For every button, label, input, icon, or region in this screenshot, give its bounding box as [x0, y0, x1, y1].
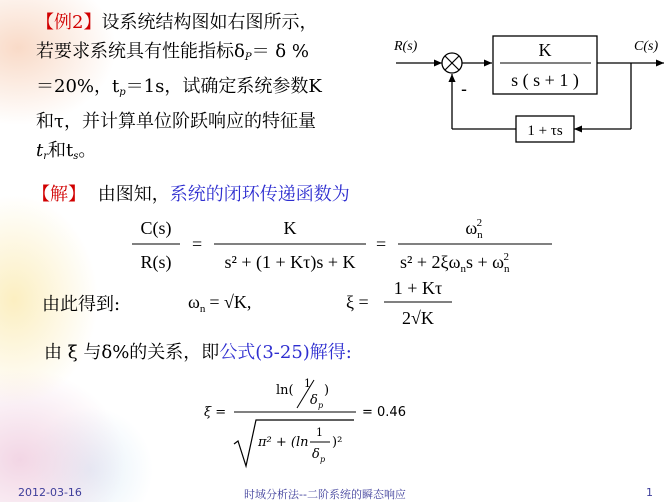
svg-text:1: 1	[304, 377, 311, 390]
forward-numerator: K	[538, 40, 552, 60]
solution-intro: 【解】 由图知，系统的闭环传递函数为	[32, 184, 350, 205]
svg-text:π² + (ln: π² + (ln	[258, 435, 309, 450]
minus-sign: -	[461, 79, 467, 99]
svg-text:)²: )²	[332, 435, 343, 450]
xi-denominator: 2√K	[402, 308, 434, 328]
input-label: R(s)	[394, 39, 418, 54]
relation-line: 由 ξ 与δ%的关系，即公式(3-25)解得:	[44, 342, 352, 363]
footer-date: 2012-03-16	[18, 486, 82, 499]
page-number: 1	[646, 486, 653, 499]
svg-text:p: p	[318, 401, 324, 410]
final-xi-formula	[200, 374, 440, 474]
problem-statement	[36, 8, 322, 171]
output-label: C(s)	[634, 39, 659, 54]
xi-numerator: 1 + Kτ	[393, 278, 443, 298]
derive-label: 由此得到:	[42, 294, 121, 315]
svg-text:p: p	[320, 455, 326, 464]
svg-text:): )	[324, 383, 330, 398]
svg-text:δ: δ	[312, 447, 320, 462]
feedback-block-label: 1 + τs	[527, 123, 563, 139]
tf-mid-denominator: s² + (1 + Kτ)s + K	[224, 252, 356, 272]
svg-text:ln(: ln(	[276, 383, 294, 398]
footer-title: 时域分析法--二阶系统的瞬态响应	[244, 488, 406, 501]
problem-line-4: 和τ，并计算单位阶跃响应的特征量	[36, 111, 316, 132]
block-diagram	[388, 20, 668, 160]
svg-text:=: =	[192, 234, 203, 254]
problem-line-2: 若要求系统具有性能指标$\delta_P= \delta$ %	[36, 41, 309, 63]
tf-lhs-numerator: C(s)	[140, 218, 172, 238]
problem-line-3: ＝20%，$t_p=1s$，试确定系统参数K	[36, 76, 322, 98]
problem-line-5: $t_r$和$t_s$。	[36, 140, 97, 162]
svg-text:=: =	[376, 234, 387, 254]
problem-line-1: 【例2】设系统结构图如右图所示，	[36, 12, 318, 33]
svg-text:δ: δ	[310, 393, 318, 408]
slide-footer	[0, 486, 668, 502]
transfer-function-equation	[128, 212, 588, 282]
forward-denominator: s ( s + 1 )	[511, 70, 579, 90]
tf-mid-numerator: K	[283, 218, 297, 238]
solution-tag: 【解】	[32, 184, 86, 205]
omega-n-equation: $\omega_n = √K$,	[188, 292, 252, 315]
final-lhs: ξ =	[204, 405, 227, 420]
xi-lhs: ξ =	[346, 292, 369, 312]
tf-right-denominator: $s^2 + 2\xi\omega_ns + \omega_n2$	[400, 251, 510, 275]
tf-right-numerator: $\omega_n2$	[465, 217, 483, 241]
example-tag: 【例2】	[36, 12, 102, 33]
omega-xi-equations	[188, 276, 468, 338]
svg-text:1: 1	[316, 426, 323, 439]
tf-lhs-denominator: R(s)	[140, 252, 172, 272]
final-result: = 0.46	[362, 405, 406, 420]
